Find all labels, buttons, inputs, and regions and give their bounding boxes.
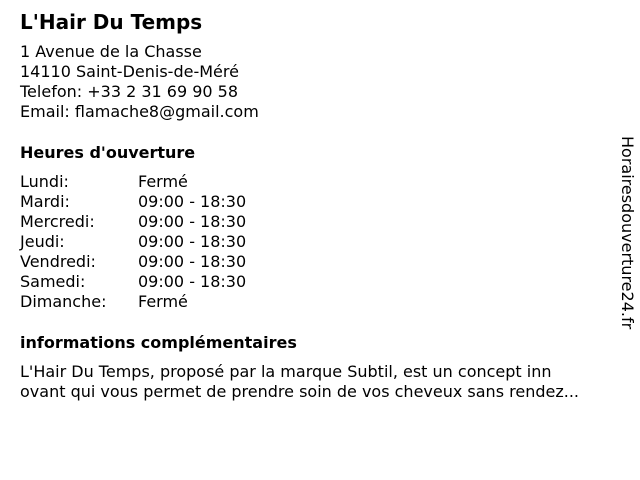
phone-line: Telefon: +33 2 31 69 90 58	[20, 82, 239, 101]
hours-row	[20, 252, 246, 272]
hours-row	[20, 212, 246, 232]
hours-time: 09:00 - 18:30	[138, 272, 247, 291]
hours-day: Samedi:	[20, 272, 86, 291]
address-line-1: 1 Avenue de la Chasse	[20, 42, 202, 61]
description-line-1: L'Hair Du Temps, proposé par la marque Subtil, est un concept inn	[20, 362, 552, 381]
business-name: L'Hair Du Temps	[20, 10, 203, 34]
email-line: Email: flamache8@gmail.com	[20, 102, 259, 121]
hours-day: Lundi:	[20, 172, 69, 191]
business-card	[20, 8, 620, 402]
site-watermark: Horairesdouverture24.fr	[618, 136, 637, 330]
description-line-2: ovant qui vous permet de prendre soin de vos cheveux sans rendez...	[20, 382, 579, 401]
hours-row	[20, 272, 246, 292]
hours-day: Dimanche:	[20, 292, 107, 311]
hours-row	[20, 192, 246, 212]
opening-hours-heading: Heures d'ouverture	[20, 143, 196, 162]
hours-time: 09:00 - 18:30	[138, 252, 247, 271]
opening-hours-table	[20, 172, 246, 312]
hours-day: Jeudi:	[20, 232, 65, 251]
additional-info-heading: informations complémentaires	[20, 333, 297, 352]
hours-row	[20, 232, 246, 252]
hours-day: Mardi:	[20, 192, 70, 211]
hours-time: 09:00 - 18:30	[138, 212, 247, 231]
hours-row	[20, 292, 246, 312]
hours-time: 09:00 - 18:30	[138, 232, 247, 251]
hours-day: Vendredi:	[20, 252, 96, 271]
description-text	[20, 362, 620, 402]
hours-day: Mercredi:	[20, 212, 95, 231]
hours-time: Fermé	[138, 172, 188, 191]
hours-row	[20, 172, 246, 192]
address-line-2: 14110 Saint-Denis-de-Méré	[20, 62, 239, 81]
hours-time: 09:00 - 18:30	[138, 192, 247, 211]
hours-time: Fermé	[138, 292, 188, 311]
